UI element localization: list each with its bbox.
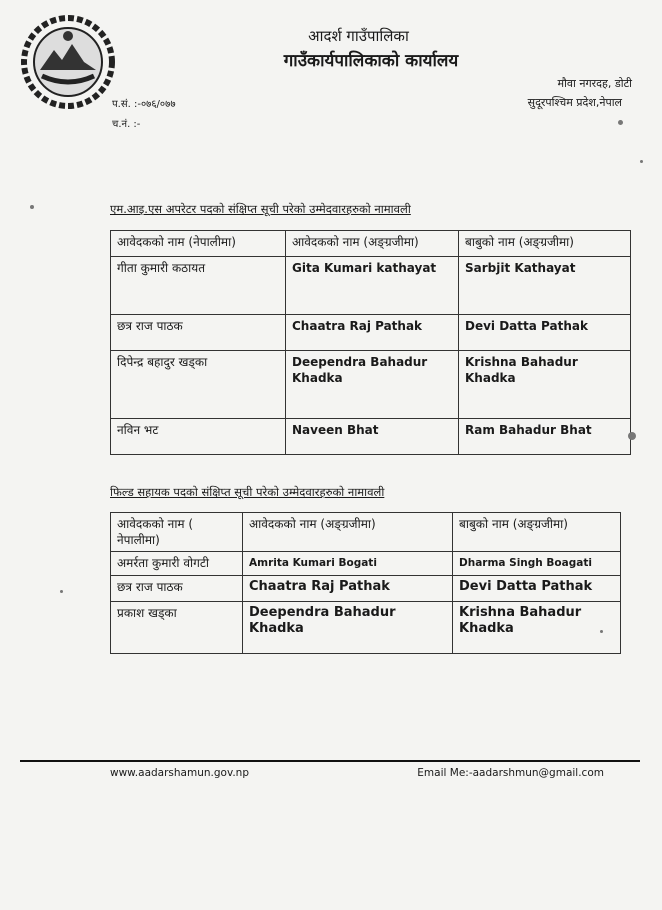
reference-number: प.सं. :-०७६/०७७	[112, 99, 176, 110]
applicant-name-en: Naveen Bhat	[286, 419, 459, 455]
field-assistant-shortlist-table	[110, 512, 621, 654]
applicant-name-np: गीता कुमारी कठायत	[111, 257, 286, 315]
column-header: बाबुको नाम (अङ्ग्रजीमा)	[453, 513, 621, 552]
table-row	[111, 419, 631, 455]
scan-speck	[600, 630, 603, 633]
scan-speck	[628, 432, 636, 440]
column-header: आवेदकको नाम (नेपालीमा)	[111, 231, 286, 257]
office-name: गाउँकार्यपालिकाको कार्यालय	[283, 51, 459, 71]
applicant-name-en: Deependra Bahadur Khadka	[286, 351, 459, 419]
applicant-name-en: Gita Kumari kathayat	[286, 257, 459, 315]
footer-divider	[20, 760, 640, 762]
table-row	[111, 576, 621, 602]
father-name: Devi Datta Pathak	[459, 315, 631, 351]
scan-speck	[60, 590, 63, 593]
table-row	[111, 552, 621, 576]
applicant-name-en: Amrita Kumari Bogati	[243, 552, 453, 576]
table-row	[111, 257, 631, 315]
municipality-name: आदर्श गाउँपालिका	[308, 27, 409, 45]
father-name: Sarbjit Kathayat	[459, 257, 631, 315]
applicant-name-np: दिपेन्द्र बहादुर खड्का	[111, 351, 286, 419]
father-name: Krishna Bahadur Khadka	[453, 602, 621, 654]
address-line1: मौवा नगरदह, डोटी	[557, 77, 632, 90]
applicant-name-en: Chaatra Raj Pathak	[243, 576, 453, 602]
address-line2: सुदूरपश्चिम प्रदेश,नेपाल	[527, 96, 622, 109]
father-name: Dharma Singh Boagati	[453, 552, 621, 576]
applicant-name-np: प्रकाश खड्का	[111, 602, 243, 654]
table-header-row	[111, 231, 631, 257]
section2-title: फिल्ड सहायक पदको संक्षिप्त सूची परेको उम्मेदवारहरुको नामावली	[110, 485, 385, 499]
father-name: Devi Datta Pathak	[453, 576, 621, 602]
applicant-name-en: Chaatra Raj Pathak	[286, 315, 459, 351]
table-header-row	[111, 513, 621, 552]
table-row	[111, 351, 631, 419]
table-row	[111, 315, 631, 351]
applicant-name-np: अमर्रता कुमारी वोगटी	[111, 552, 243, 576]
column-header: आवेदकको नाम ( नेपालीमा)	[111, 513, 243, 552]
applicant-name-np: नविन भट	[111, 419, 286, 455]
column-header: आवेदकको नाम (अङ्ग्रजीमा)	[286, 231, 459, 257]
email-address[interactable]: Email Me:-aadarshmun@gmail.com	[417, 767, 604, 779]
section1-title: एम.आइ.एस अपरेटर पदको संक्षिप्त सूची परेको उम्मेदवारहरुको नामावली	[110, 202, 411, 216]
website-link[interactable]: www.aadarshamun.gov.np	[110, 767, 250, 779]
applicant-name-np: छत्र राज पाठक	[111, 576, 243, 602]
scan-speck	[30, 205, 34, 209]
scan-speck	[640, 160, 643, 163]
column-header: बाबुको नाम (अङ्ग्रजीमा)	[459, 231, 631, 257]
table-row	[111, 602, 621, 654]
applicant-name-en: Deependra Bahadur Khadka	[243, 602, 453, 654]
mis-operator-shortlist-table	[110, 230, 631, 455]
column-header: आवेदकको नाम (अङ्ग्रजीमा)	[243, 513, 453, 552]
father-name: Ram Bahadur Bhat	[459, 419, 631, 455]
dispatch-number: च.नं. :-	[112, 119, 141, 130]
applicant-name-np: छत्र राज पाठक	[111, 315, 286, 351]
scan-speck	[618, 120, 623, 125]
father-name: Krishna Bahadur Khadka	[459, 351, 631, 419]
